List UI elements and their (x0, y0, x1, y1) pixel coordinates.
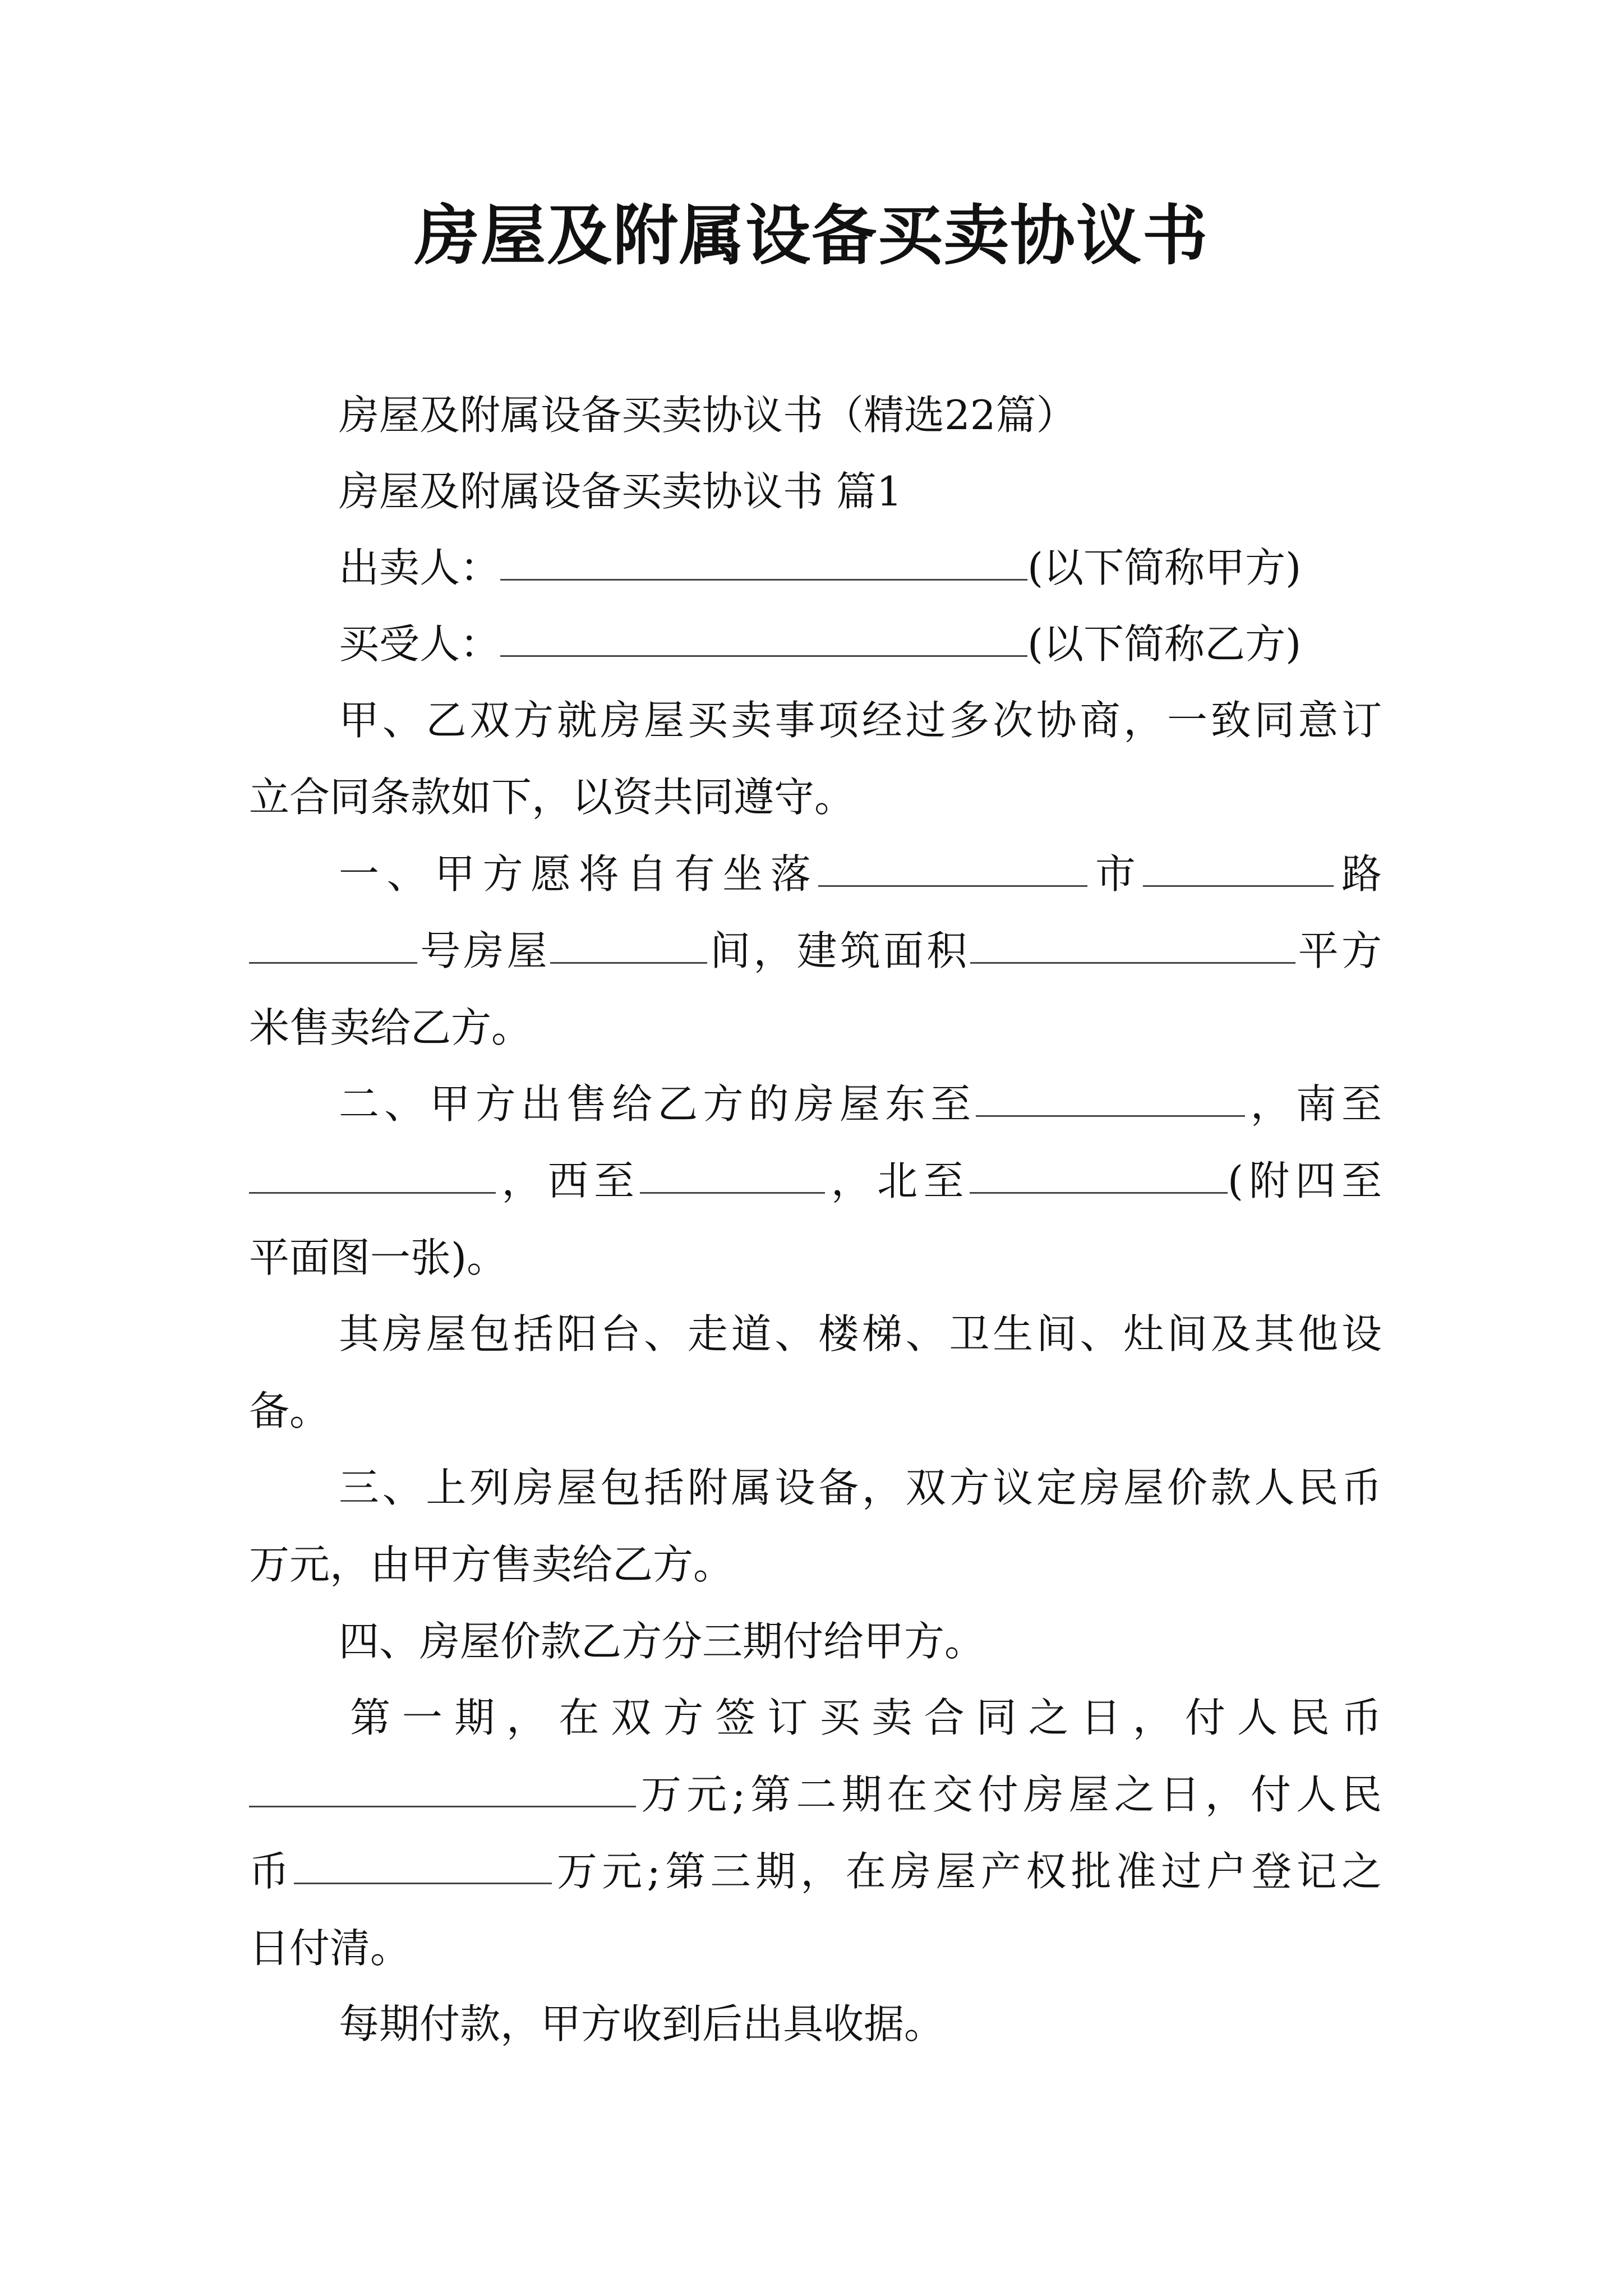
payment-text-c: 币 (249, 1848, 294, 1895)
intro-paragraph (249, 682, 1382, 836)
clause-2-text-c: ，西至 (496, 1157, 640, 1204)
clause-2-note-line-2: 备。 (249, 1387, 330, 1434)
clause-2-note-line-1: 其房屋包括阳台、走道、楼梯、卫生间、灶间及其他设 (339, 1310, 1382, 1358)
payment-blank-first (249, 1765, 636, 1807)
intro-line-2: 立合同条款如下，以资共同遵守。 (249, 774, 855, 821)
buyer-label: 买受人： (339, 620, 501, 668)
clause-2-blank-east (976, 1075, 1245, 1117)
subtitle-line (249, 377, 1382, 454)
payment-line-2 (249, 1756, 1382, 1833)
clause-1-line-1 (249, 836, 1382, 913)
clause-2-line-2 (249, 1143, 1382, 1220)
clause-2-text-b: ，南至 (1245, 1080, 1382, 1128)
clause-1-text-c: 路 (1334, 850, 1382, 898)
clause-1-text-b: 市 (1087, 850, 1144, 898)
payment-text-b: 万元;第二期在交付房屋之日，付人民 (636, 1771, 1382, 1818)
clause-2-blank-north (970, 1152, 1228, 1194)
section-heading-line (249, 453, 1382, 530)
clause-3-line-2: 万元，由甲方售卖给乙方。 (249, 1541, 734, 1588)
clause-1-blank-area (970, 922, 1295, 964)
clause-1-blank-rooms (550, 922, 707, 964)
payment-line-4: 日付清。 (249, 1925, 411, 1972)
payment-blank-second (294, 1842, 552, 1884)
seller-suffix: (以下简称甲方) (1027, 544, 1302, 591)
document-title: 房屋及附属设备买卖协议书 (414, 197, 1209, 274)
seller-label: 出卖人： (339, 544, 501, 591)
clause-2-text-d: ，北至 (825, 1157, 970, 1204)
seller-blank (500, 539, 1027, 581)
payment-paragraph (249, 1680, 1382, 1987)
receipt-line (249, 1986, 1382, 2063)
clause-1-text-e: 间，建筑面积 (707, 927, 970, 974)
clause-1-blank-road (249, 922, 417, 964)
buyer-line (249, 606, 1382, 683)
subtitle: 房屋及附属设备买卖协议书（精选22篇） (339, 392, 1077, 439)
clause-1 (249, 836, 1382, 1066)
section-heading: 房屋及附属设备买卖协议书 篇1 (339, 468, 902, 515)
clause-1-text-f: 平方 (1295, 927, 1382, 974)
clause-2-line-3: 平面图一张)。 (249, 1234, 508, 1281)
clause-3 (249, 1450, 1382, 1603)
clause-1-blank-city (1143, 845, 1334, 887)
receipt-text: 每期付款，甲方收到后出具收据。 (339, 2000, 945, 2047)
payment-text-d: 万元;第三期，在房屋产权批准过户登记之 (552, 1848, 1382, 1895)
payment-line-3 (249, 1833, 1382, 1910)
clause-1-text-a: 一、甲方愿将自有坐落 (339, 850, 819, 898)
seller-line (249, 530, 1382, 606)
intro-line-1: 甲、乙双方就房屋买卖事项经过多次协商，一致同意订 (339, 697, 1382, 744)
clause-1-line-2 (249, 913, 1382, 990)
clause-4-line (249, 1603, 1382, 1680)
clause-2-line-1 (249, 1066, 1382, 1143)
clause-3-line-1: 三、上列房屋包括附属设备，双方议定房屋价款人民币 (339, 1464, 1382, 1511)
clause-2-blank-west (640, 1152, 825, 1194)
clause-2 (249, 1066, 1382, 1296)
buyer-blank (500, 615, 1027, 657)
clause-2-text-e: (附四至 (1227, 1157, 1382, 1204)
payment-line-1: 第一期，在双方签订买卖合同之日，付人民币 (350, 1694, 1382, 1741)
buyer-suffix: (以下简称乙方) (1027, 620, 1302, 668)
clause-4: 四、房屋价款乙方分三期付给甲方。 (339, 1618, 985, 1665)
clause-2-note (249, 1296, 1382, 1450)
clause-2-blank-south (249, 1152, 496, 1194)
clause-2-text-a: 二、甲方出售给乙方的房屋东至 (339, 1080, 976, 1128)
clause-1-line-3: 米售卖给乙方。 (249, 1004, 532, 1051)
clause-1-blank-location (818, 845, 1087, 887)
clause-1-text-d: 号房屋 (417, 927, 550, 974)
